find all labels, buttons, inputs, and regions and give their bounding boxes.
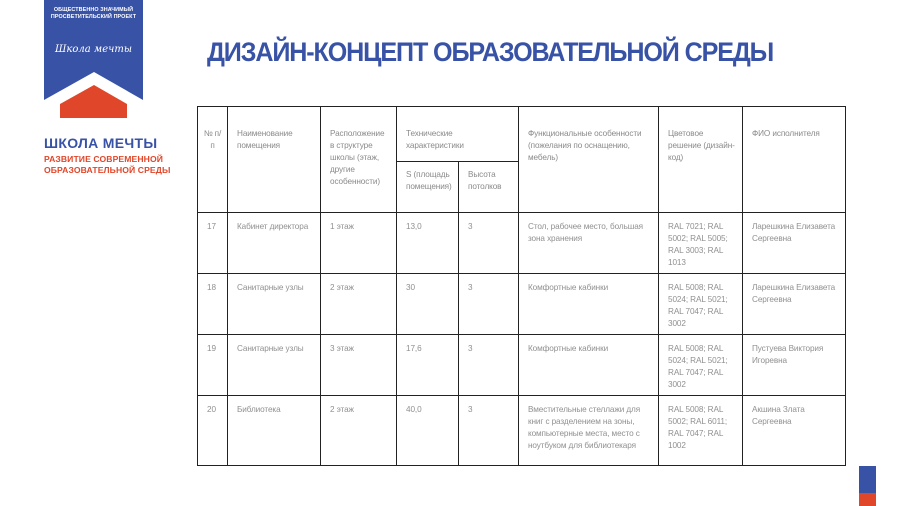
header-area: S (площадь помещения)	[397, 162, 459, 213]
cell-height: 3	[459, 396, 519, 466]
table-row	[198, 335, 846, 396]
cell-author: Ларешкина Елизавета Сергеевна	[743, 274, 846, 335]
cell-function: Стол, рабочее место, большая зона хранения	[519, 213, 659, 274]
table-row	[198, 396, 846, 466]
logo-emblem	[44, 0, 143, 126]
header-location: Расположение в структуре школы (этаж, другие особенности)	[321, 107, 397, 213]
design-concept-table	[197, 106, 845, 466]
cell-name: Санитарные узлы	[228, 274, 321, 335]
header-name: Наименование помещения	[228, 107, 321, 213]
header-height: Высота потолков	[459, 162, 519, 213]
corner-accent-red	[859, 493, 876, 506]
cell-area: 30	[397, 274, 459, 335]
cell-function: Вместительные стеллажи для книг с разделением на зоны, компьютерные места, место с ноутбуком для библиотекаря	[519, 396, 659, 466]
header-function: Функциональные особенности (пожелания по оснащению, мебель)	[519, 107, 659, 213]
cell-author: Пустуева Виктория Игоревна	[743, 335, 846, 396]
cell-function: Комфортные кабинки	[519, 335, 659, 396]
brand-subtitle-line1: РАЗВИТИЕ СОВРЕМЕННОЙ	[44, 154, 164, 164]
cell-num: 19	[198, 335, 228, 396]
cell-location: 2 этаж	[321, 396, 397, 466]
cell-area: 40,0	[397, 396, 459, 466]
cell-num: 17	[198, 213, 228, 274]
logo-tagline: ОБЩЕСТВЕННО ЗНАЧИМЫЙ ПРОСВЕТИТЕЛЬСКИЙ ПРОЕКТ	[50, 7, 137, 20]
header-num: № п/п	[198, 107, 228, 213]
cell-num: 18	[198, 274, 228, 335]
cell-author: Ларешкина Елизавета Сергеевна	[743, 213, 846, 274]
page-title: ДИЗАЙН-КОНЦЕПТ ОБРАЗОВАТЕЛЬНОЙ СРЕДЫ	[207, 37, 774, 67]
cell-num: 20	[198, 396, 228, 466]
cell-area: 13,0	[397, 213, 459, 274]
header-author: ФИО исполнителя	[743, 107, 846, 213]
school-building-icon	[44, 66, 143, 126]
cell-name: Библиотека	[228, 396, 321, 466]
cell-height: 3	[459, 274, 519, 335]
cell-function: Комфортные кабинки	[519, 274, 659, 335]
brand-subtitle-line2: ОБРАЗОВАТЕЛЬНОЙ СРЕДЫ	[44, 165, 171, 175]
header-color: Цветовое решение (дизайн-код)	[659, 107, 743, 213]
cell-area: 17,6	[397, 335, 459, 396]
cell-color: RAL 7021; RAL 5002; RAL 5005; RAL 3003; RAL 1013	[659, 213, 743, 274]
table-row	[198, 213, 846, 274]
corner-accent-blue	[859, 466, 876, 493]
cell-location: 3 этаж	[321, 335, 397, 396]
cell-height: 3	[459, 335, 519, 396]
cell-name: Кабинет директора	[228, 213, 321, 274]
cell-location: 1 этаж	[321, 213, 397, 274]
logo-script-text: Школа мечты	[55, 44, 132, 55]
table-row	[198, 274, 846, 335]
project-logo	[44, 0, 171, 176]
cell-color: RAL 5008; RAL 5024; RAL 5021; RAL 7047; RAL 3002	[659, 335, 743, 396]
cell-height: 3	[459, 213, 519, 274]
header-tech: Технические характеристики	[397, 107, 519, 162]
cell-author: Акшина Злата Сергеевна	[743, 396, 846, 466]
cell-location: 2 этаж	[321, 274, 397, 335]
cell-name: Санитарные узлы	[228, 335, 321, 396]
cell-color: RAL 5008; RAL 5024; RAL 5021; RAL 7047; RAL 3002	[659, 274, 743, 335]
brand-name: ШКОЛА МЕЧТЫ	[44, 135, 158, 151]
cell-color: RAL 5008; RAL 5002; RAL 6011; RAL 7047; RAL 1002	[659, 396, 743, 466]
